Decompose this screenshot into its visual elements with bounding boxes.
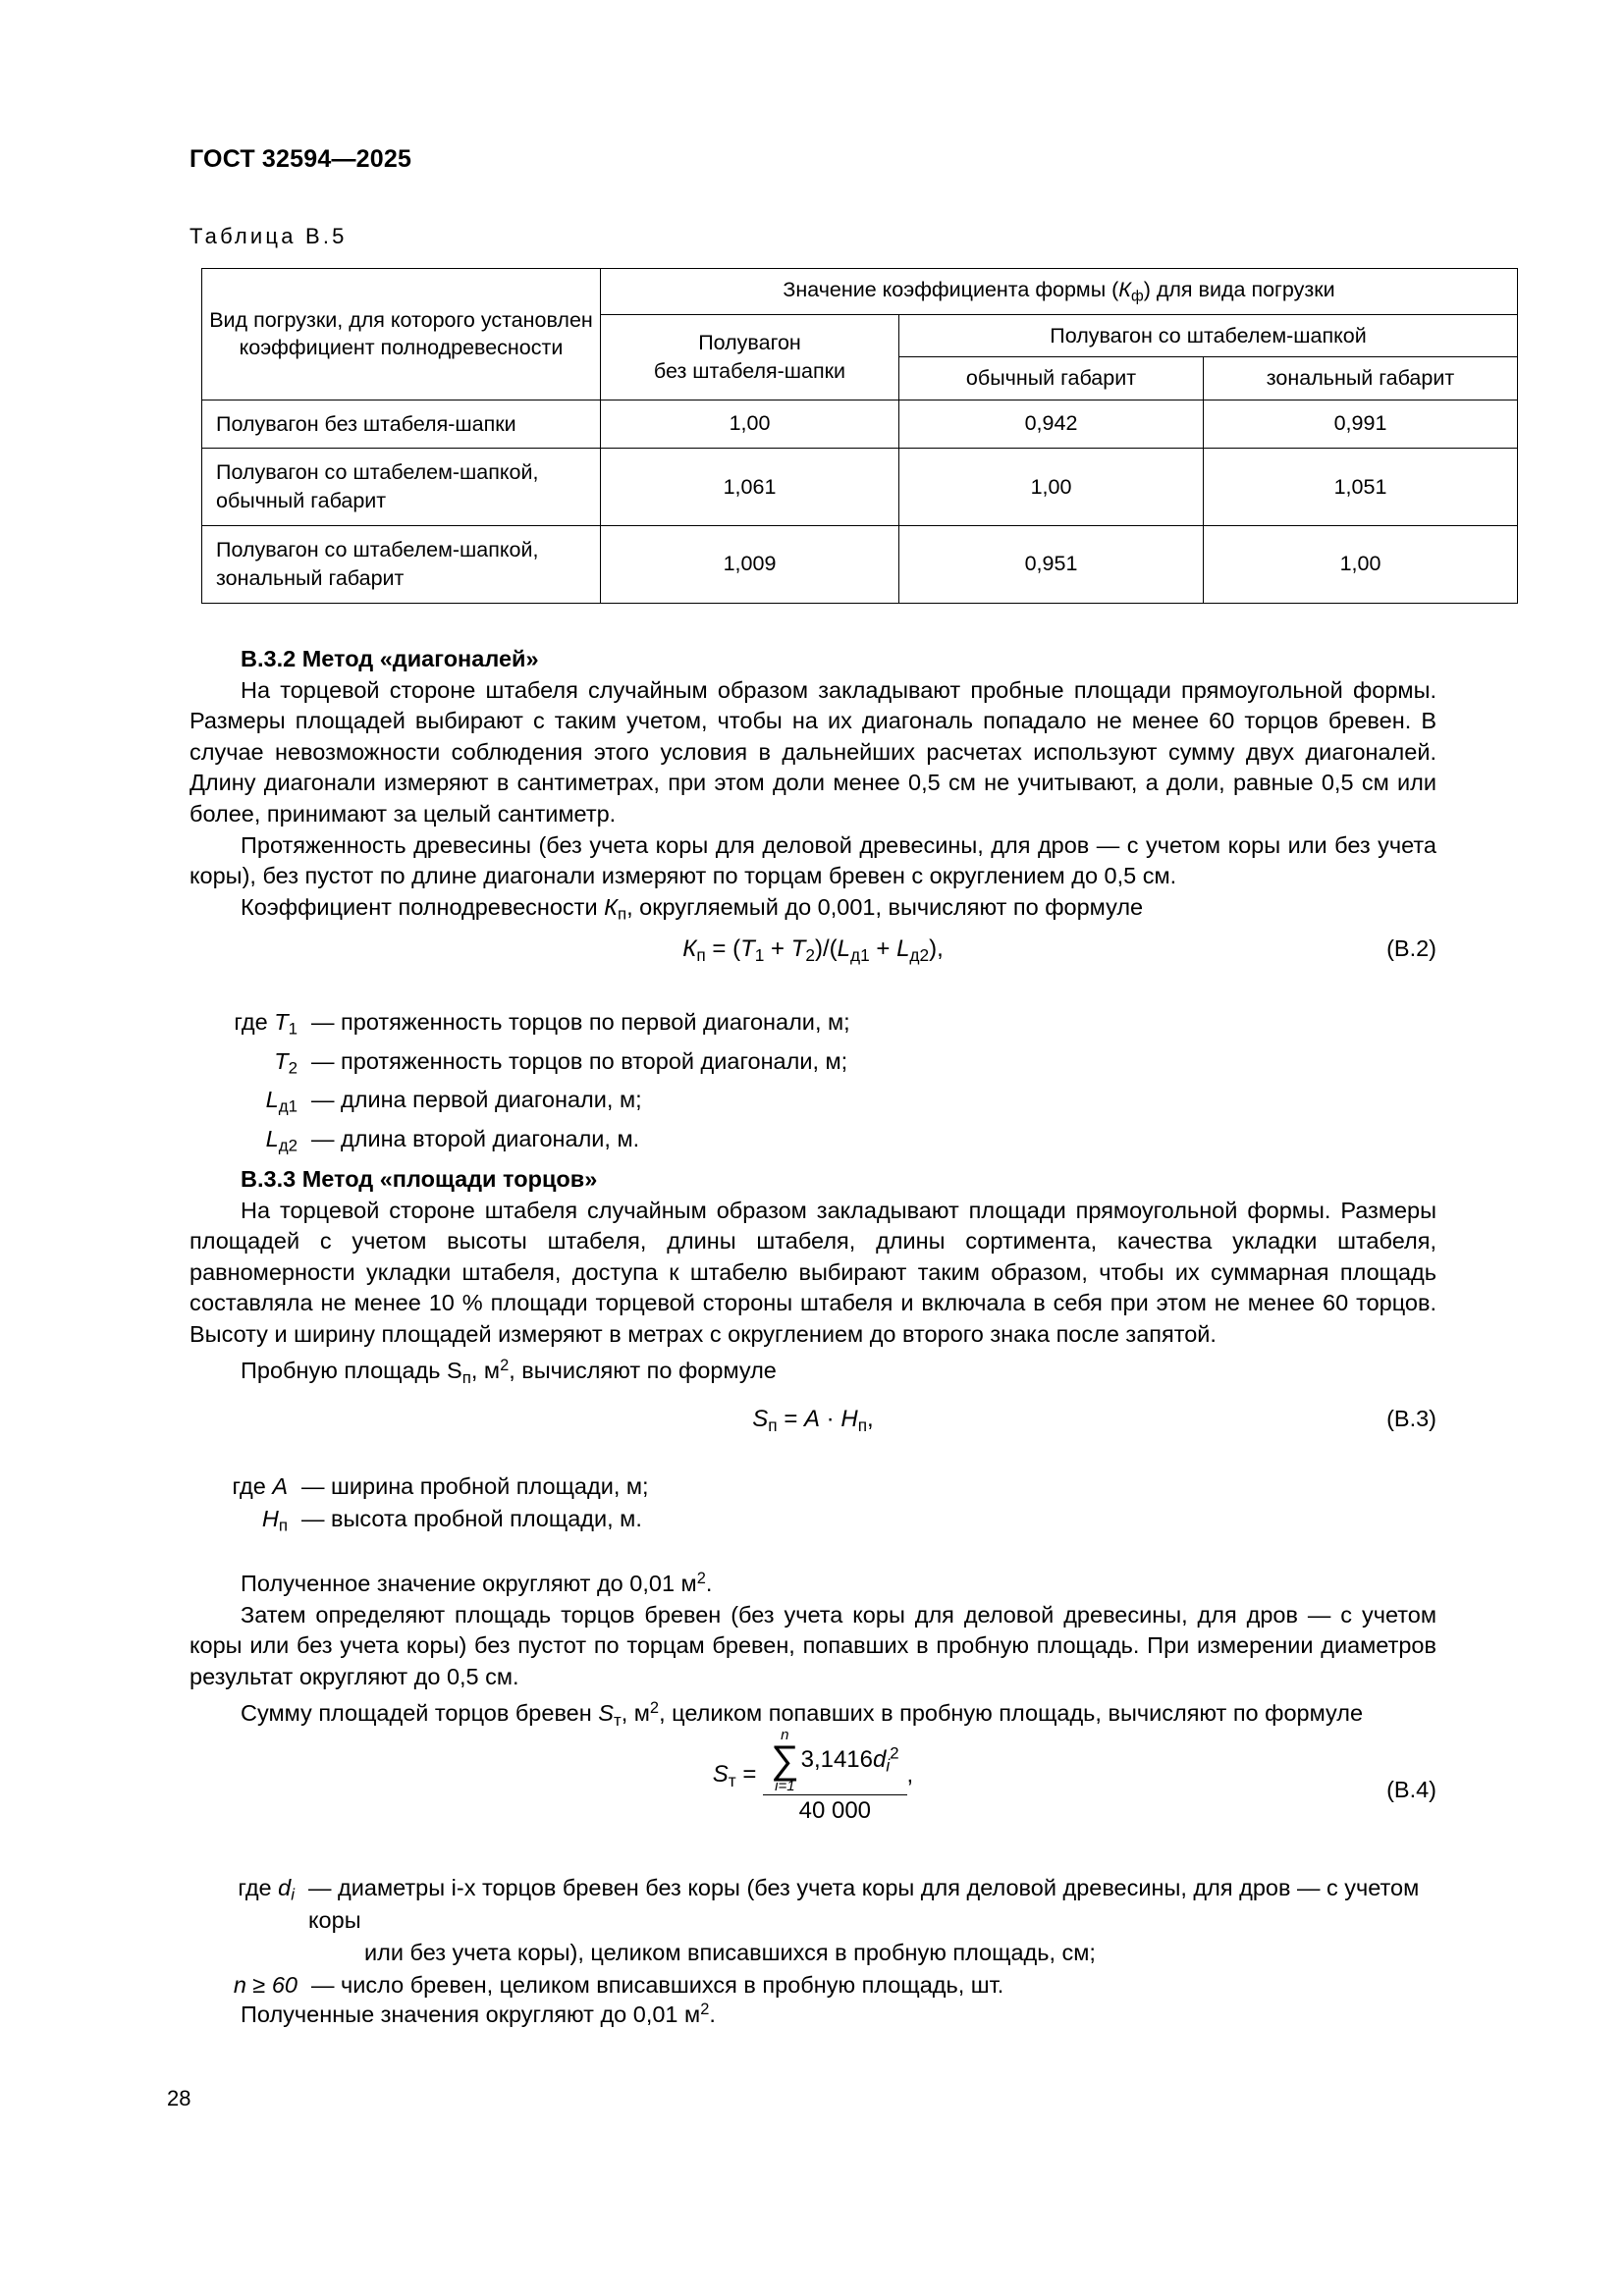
where-definition: — число бревен, целиком вписавшихся в пробную площадь, шт. (311, 1972, 1004, 1998)
table-header-group2-title: Полувагон со штабелем-шапкой (899, 314, 1518, 356)
section-b33 (189, 1164, 1436, 1393)
para3-pre: Полученное значение округляют до 0,01 м (241, 1571, 697, 1597)
table-row-label: Полувагон со штабелем-шапкой, зональный габарит (202, 525, 601, 603)
where-symbol (189, 1084, 298, 1123)
where-symbol (189, 1123, 298, 1162)
formula-b4-lhs-sub: т (728, 1770, 736, 1790)
formula-b4-lhs: S (712, 1760, 729, 1788)
where-var-sub: п (278, 1516, 288, 1535)
para3-superscript: 2 (696, 1570, 706, 1587)
formula-b2-row (189, 935, 1436, 966)
table-cell-value: 1,061 (601, 449, 899, 526)
section-b32 (189, 644, 1436, 930)
table-cell-value: 0,991 (1204, 400, 1518, 449)
group-title-post: ) для вида погрузки (1143, 278, 1335, 301)
formula-b4-denominator: 40 000 (798, 1796, 872, 1824)
para2-symbol: S (447, 1357, 462, 1383)
formula-b4-number: (В.4) (1386, 1777, 1436, 1802)
para2-subscript: п (461, 1367, 471, 1387)
where-symbol (189, 1503, 288, 1542)
section-b33-continued (189, 1564, 1436, 1735)
formula-b3-number: (В.3) (1386, 1406, 1436, 1431)
para5-symbol: S (598, 1699, 614, 1726)
table-b5 (201, 268, 1518, 604)
formula-b2-lhs: К (682, 935, 697, 962)
where-var-sub: д1 (278, 1097, 298, 1117)
where-var: A (272, 1473, 288, 1499)
para3-subscript: п (617, 904, 627, 924)
formula-b3-row (189, 1406, 1436, 1436)
para2-pre: Пробную площадь (241, 1357, 448, 1383)
formula-b2-lhs-sub: п (696, 944, 706, 965)
para6-superscript: 2 (700, 2001, 710, 2018)
table-row (202, 525, 1518, 603)
section-b32-para3 (189, 892, 1436, 930)
para5-mid: , м (621, 1699, 650, 1726)
sum-upper-limit: n (781, 1727, 789, 1743)
para2-post: , вычисляют по формуле (509, 1357, 777, 1383)
table-cell-value: 0,942 (899, 400, 1204, 449)
section-b33-final (189, 1995, 1436, 2031)
section-b33-para3 (189, 1564, 1436, 1600)
formula-b3-lhs: S (752, 1406, 769, 1432)
where-var: L (265, 1087, 279, 1113)
formula-b4-var: d (873, 1745, 887, 1773)
table-caption: Таблица В.5 (189, 224, 348, 248)
where-var: T (274, 1047, 289, 1074)
where-var-sub: i (291, 1885, 296, 1904)
formula-b4-comma: , (906, 1761, 914, 1789)
section-b33-heading: В.3.3 Метод «площади торцов» (241, 1166, 598, 1192)
where-row (189, 1084, 850, 1123)
where-row (189, 1006, 850, 1045)
where-row (189, 1123, 850, 1162)
group-title-pre: Значение коэффициента формы ( (783, 278, 1119, 301)
col2-line2: без штабеля-шапки (653, 358, 846, 383)
table-header-col1: Вид погрузки, для которого установлен коэффициент полнодревесности (202, 269, 601, 400)
table-header-col4: зональный габарит (1204, 357, 1518, 400)
table-row (202, 449, 1518, 526)
section-b33-para4: Затем определяют площадь торцов бревен (без учета коры для деловой древесины, для дров — с учетом коры или без учета коры) без пустот по торцам бревен, попавших в пробную площадь. При измерении диаметров результат округляют до 0,5 см. (189, 1601, 1436, 1689)
sigma-icon: ∑ (771, 1738, 799, 1782)
formula-b4-row (189, 1728, 1436, 1824)
table-row-label: Полувагон без штабеля-шапки (202, 400, 601, 449)
table-row (202, 400, 1518, 449)
where-symbol (189, 1470, 288, 1503)
where-symbol (189, 1045, 298, 1085)
page-number: 28 (167, 2086, 191, 2110)
formula-b4-equals: = (742, 1760, 757, 1788)
para2-mid: , м (470, 1357, 501, 1383)
running-head: ГОСТ 32594—2025 (189, 145, 412, 173)
table-header-col3: обычный габарит (899, 357, 1204, 400)
table-cell-value: 1,00 (899, 449, 1204, 526)
section-b33-para1: На торцевой стороне штабеля случайным образом закладывают площади прямоугольной формы. Размеры площадей с учетом высоты штабеля, длины штабеля, длины сортимента, качества укладки штабеля, равномерности укладки штабеля, доступа к штабелю выбирают таким образом, чтобы их суммарная площадь составляла не менее 10 % площади торцевой стороны штабеля и включала в себя при этом не менее 60 торцов. Высоту и ширину площадей измеряют в метрах с округлением до второго знака после запятой. (189, 1197, 1436, 1347)
where-definition: — ширина пробной площади, м; (301, 1473, 649, 1499)
formula-b4-numerator (763, 1728, 906, 1795)
where-definition: — высота пробной площади, м. (301, 1506, 642, 1531)
where-var-sub: д2 (278, 1136, 298, 1155)
where-label: где (234, 1009, 268, 1035)
para3-post: . (705, 1571, 713, 1597)
where-definition: — диаметры i-х торцов бревен без коры (без учета коры для деловой древесины, для дров — с учетом коры (308, 1875, 1420, 1933)
section-b32-para2: Протяженность древесины (без учета коры для деловой древесины, для дров — с учетом коры или без учета коры), без пустот по длине диагонали измеряют по торцам бревен с округлением до 0,5 см. (189, 831, 1436, 889)
where-row (189, 1503, 649, 1542)
where-var: L (265, 1126, 279, 1152)
where-row (189, 1872, 1446, 1937)
section-b32-heading: В.3.2 Метод «диагоналей» (241, 646, 539, 671)
formula-b4-var-sub: i (886, 1755, 891, 1776)
formula-b4-fraction (763, 1728, 906, 1824)
table-header-col2 (601, 314, 899, 400)
group-title-subscript: ф (1130, 288, 1144, 305)
where-symbol (189, 1006, 298, 1045)
group-title-symbol: К (1118, 278, 1131, 301)
where-definition: — длина первой диагонали, м; (311, 1087, 642, 1113)
table-cell-value: 0,951 (899, 525, 1204, 603)
formula-b4 (189, 1728, 1436, 1824)
where-symbol (189, 1872, 295, 1937)
formula-b3 (189, 1406, 1436, 1436)
where-var: T (274, 1009, 289, 1035)
where-label: где (238, 1875, 272, 1900)
para5-pre: Сумму площадей торцов бревен (241, 1699, 599, 1726)
where-var-sub: 1 (288, 1019, 298, 1039)
table-row-label: Полувагон со штабелем-шапкой, обычный габарит (202, 449, 601, 526)
table-cell-value: 1,051 (1204, 449, 1518, 526)
where-definition-cont: или без учета коры), целиком вписавшихся в пробную площадь, см; (364, 1940, 1096, 1965)
formula-b2-number: (В.2) (1386, 935, 1436, 961)
table-b5-wrapper (201, 268, 1517, 604)
para6-post: . (709, 2002, 716, 2028)
where-var: n ≥ 60 (233, 1972, 298, 1998)
table-header-row-1 (202, 269, 1518, 315)
para6-pre: Полученные значения округляют до 0,01 м (241, 2002, 701, 2028)
where-var-sub: 2 (288, 1058, 298, 1078)
para2-superscript: 2 (500, 1356, 510, 1374)
para3-pre: Коэффициент полнодревесности (241, 893, 605, 920)
table-cell-value: 1,00 (1204, 525, 1518, 603)
table-cell-value: 1,00 (601, 400, 899, 449)
para5-superscript: 2 (649, 1698, 660, 1717)
formula-b3-rhs: = $A \cdot H_п$, (784, 1406, 874, 1435)
table-cell-value: 1,009 (601, 525, 899, 603)
summation-operator (771, 1728, 799, 1793)
formula-b2-body: = $(T_1 + T_2)/(L_{д1} + L_{д2})$, (712, 935, 944, 965)
formula-b3-lhs-sub: п (768, 1415, 778, 1435)
sum-lower-limit: i=1 (775, 1777, 795, 1794)
table-header-group-title (601, 269, 1518, 315)
section-b33-para6 (189, 1995, 1436, 2031)
formula-b4-var-sup: 2 (890, 1743, 899, 1763)
where-row (189, 1045, 850, 1085)
formula-b4-const: 3,1416 (800, 1745, 873, 1773)
where-symbol-spacer (189, 1937, 298, 1969)
where-definition: — длина второй диагонали, м. (311, 1126, 640, 1152)
where-row-continuation (189, 1937, 1446, 1969)
para3-post: , округляемый до 0,001, вычисляют по формуле (626, 893, 1144, 920)
formula-b2 (189, 935, 1436, 966)
where-row (189, 1470, 649, 1503)
where-definition: — протяженность торцов по второй диагонали, м; (311, 1047, 848, 1074)
col2-line1: Полувагон (698, 331, 801, 355)
where-list-b4 (189, 1872, 1446, 2002)
where-list-b2 (189, 1006, 850, 1162)
where-definition: — протяженность торцов по первой диагонали, м; (311, 1009, 850, 1035)
para5-subscript: т (613, 1710, 622, 1730)
section-b32-para1: На торцевой стороне штабеля случайным образом закладывают пробные площади прямоугольной формы. Размеры площадей выбирают с таким учетом, чтобы на их диагональ попадало не менее 60 торцов бревен. В случае невозможности соблюдения этого условия в дальнейших расчетах используют сумму двух диагоналей. Длину диагонали измеряют в сантиметрах, при этом доли менее 0,5 см не учитывают, а доли, равные 0,5 см или более, принимают за целый сантиметр. (189, 676, 1436, 827)
where-list-b3 (189, 1470, 649, 1542)
para3-symbol: К (604, 893, 618, 920)
where-var: H (261, 1506, 279, 1531)
where-label: где (232, 1473, 266, 1499)
section-b33-para2 (189, 1351, 1436, 1394)
where-var: d (278, 1875, 292, 1900)
para5-post: , целиком попавших в пробную площадь, вычисляют по формуле (659, 1699, 1364, 1726)
